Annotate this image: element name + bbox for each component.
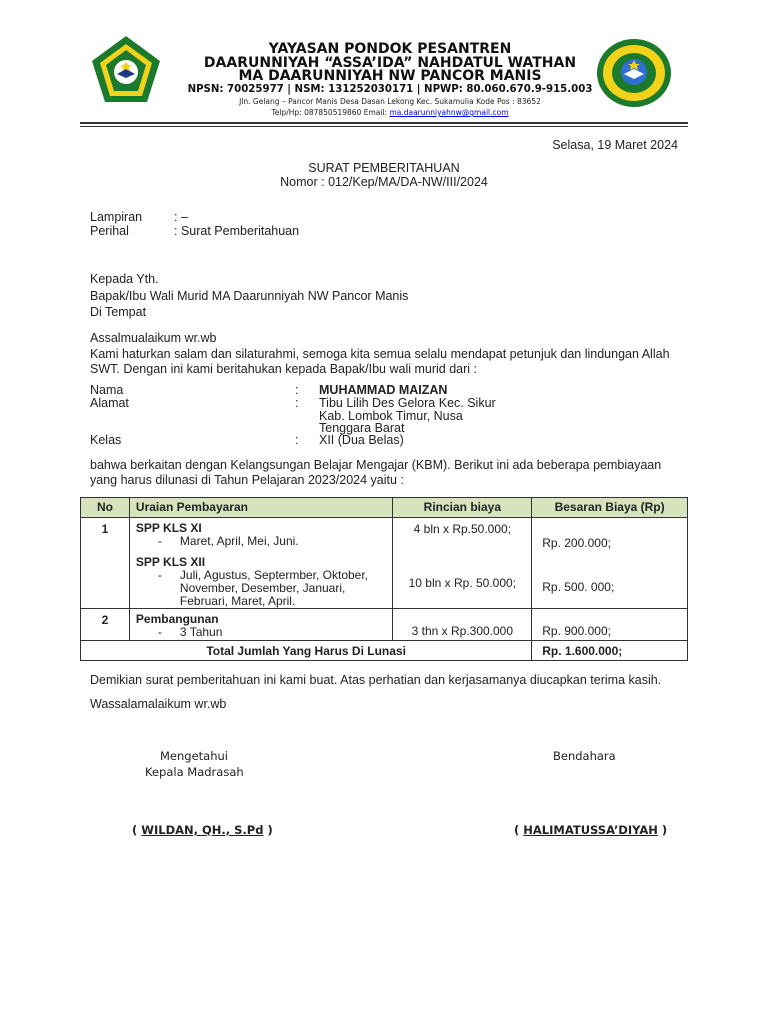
pembangunan-duration: 3 Tahun xyxy=(179,625,223,639)
letter-number: Nomor : 012/Kep/MA/DA-NW/III/2024 xyxy=(280,175,488,189)
farewell: Wassalamalaikum wr.wb xyxy=(90,697,227,711)
row1-rincian xyxy=(393,518,532,609)
spp-xii-besaran: Rp. 500. 000; xyxy=(542,580,615,594)
kelas-colon: : xyxy=(295,433,299,447)
table-total-row xyxy=(81,641,688,661)
headmaster-name: WILDAN, QH., S.Pd xyxy=(141,823,264,837)
dash: - xyxy=(157,625,162,639)
table-row xyxy=(81,518,688,609)
spp-xii-months-3: Februari, Maret, April. xyxy=(179,594,296,608)
sign-left-title-2: Kepala Madrasah xyxy=(145,765,244,779)
row2-rincian: 3 thn x Rp.300.000 xyxy=(393,609,532,641)
nama-label: Nama xyxy=(90,383,124,397)
spp-xi-item xyxy=(136,535,387,548)
lampiran-label: Lampiran xyxy=(90,210,143,224)
spp-xi-rincian: 4 bln x Rp.50.000; xyxy=(413,522,512,536)
spp-xi-title: SPP KLS XI xyxy=(135,521,202,535)
school-name-full: DAARUNNIYAH “ASSA’IDA” NAHDATUL WATHAN xyxy=(203,55,577,71)
col-header-besaran: Besaran Biaya (Rp) xyxy=(532,498,688,518)
treasurer-name: HALIMATUSSA’DIYAH xyxy=(523,823,658,837)
row1-besaran xyxy=(532,518,688,609)
alamat-colon: : xyxy=(295,396,299,410)
spp-xi-months: Maret, April, Mei, Juni. xyxy=(179,534,299,548)
alamat-value-2: Kab. Lombok Timur, Nusa xyxy=(319,409,463,423)
header-divider-thick xyxy=(80,122,688,124)
intro-line-2: SWT. Dengan ini kami beritahukan kepada Bapak/Ibu wali murid dari : xyxy=(90,362,478,376)
dash: - xyxy=(157,534,162,548)
total-label: Total Jumlah Yang Harus Di Lunasi xyxy=(81,641,532,661)
lampiran-value: : – xyxy=(174,210,188,224)
email-link[interactable]: ma.daarunniyahnw@gmail.com xyxy=(389,108,509,117)
row2-uraian xyxy=(129,609,393,641)
row2-besaran: Rp. 900.000; xyxy=(532,609,688,641)
row1-uraian xyxy=(129,518,393,609)
col-header-uraian: Uraian Pembayaran xyxy=(129,498,393,518)
closing-line: Demikian surat pemberitahuan ini kami buat. Atas perhatian dan kerjasamanya diucapkan terima kasih. xyxy=(90,673,662,687)
pembangunan-title: Pembangunan xyxy=(135,612,219,626)
spp-xii-months-1: Juli, Agustus, Septermber, Oktober, xyxy=(179,568,369,582)
kelas-value: XII (Dua Belas) xyxy=(319,433,404,447)
school-address: Jln. Gelang – Pancor Manis Desa Dasan Lekong Kec. Sukamulia Kode Pos : 83652 xyxy=(239,97,541,106)
pembangunan-item xyxy=(136,626,387,639)
row2-no: 2 xyxy=(81,609,130,641)
spp-xii-months-2: November, Desember, Januari, xyxy=(179,581,346,595)
intro-line-1: Kami haturkan salam dan silaturahmi, semoga kita semua selalu mendapat petunjuk dan lindungan Allah xyxy=(90,347,670,361)
greeting: Assalmualaikum wr.wb xyxy=(90,331,217,345)
spp-xii-item xyxy=(136,569,387,608)
alamat-value-3: Tenggara Barat xyxy=(319,421,405,435)
sign-left-name xyxy=(132,823,273,837)
sign-right-name xyxy=(514,823,667,837)
spp-xii-rincian: 10 bln x Rp. 50.000; xyxy=(408,576,517,590)
body-line-2: yang harus dilunasi di Tahun Pelajaran 2023/2024 yaitu : xyxy=(90,473,404,487)
header-divider-thin xyxy=(80,126,688,127)
col-header-no: No xyxy=(81,498,130,518)
dash: - xyxy=(157,568,162,582)
body-line-1: bahwa berkaitan dengan Kelangsungan Belajar Mengajar (KBM). Berikut ini ada beberapa pembiayaan xyxy=(90,458,662,472)
contact-text: Telp/Hp: 087850519860 Email: xyxy=(271,108,390,117)
letter-date: Selasa, 19 Maret 2024 xyxy=(552,138,678,152)
perihal-label: Perihal xyxy=(90,224,129,238)
sign-right-title: Bendahara xyxy=(553,749,616,763)
school-contact xyxy=(170,108,610,117)
yayasan-logo-left xyxy=(90,34,162,106)
letter-title: SURAT PEMBERITAHUAN xyxy=(308,161,460,175)
sign-left-title-1: Mengetahui xyxy=(160,749,228,763)
paren-close: ) xyxy=(267,823,273,837)
alamat-label: Alamat xyxy=(90,396,129,410)
alamat-value-1: Tibu Lilih Des Gelora Kec. Sikur xyxy=(319,396,496,410)
paren-open: ( xyxy=(132,823,138,837)
foundation-name: YAYASAN PONDOK PESANTREN xyxy=(268,41,512,57)
perihal-value: : Surat Pemberitahuan xyxy=(174,224,300,238)
nama-value: MUHAMMAD MAIZAN xyxy=(319,383,448,397)
row1-no: 1 xyxy=(81,518,130,609)
registration-numbers: NPSN: 70025977 | NSM: 131252030171 | NPWP: 80.060.670.9-915.003 xyxy=(187,84,593,95)
total-value: Rp. 1.600.000; xyxy=(532,641,688,661)
paren-close: ) xyxy=(661,823,668,837)
spp-xi-besaran: Rp. 200.000; xyxy=(542,536,611,550)
kelas-label: Kelas xyxy=(90,433,122,447)
payment-table xyxy=(80,497,688,661)
col-header-rincian: Rincian biaya xyxy=(393,498,532,518)
spp-xii-title: SPP KLS XII xyxy=(135,555,206,569)
recipient-line-1: Kepada Yth. xyxy=(90,272,159,286)
paren-open: ( xyxy=(514,823,520,837)
recipient-line-2: Bapak/Ibu Wali Murid MA Daarunniyah NW Pancor Manis xyxy=(90,289,409,303)
school-name: MA DAARUNNIYAH NW PANCOR MANIS xyxy=(238,68,542,84)
table-row xyxy=(81,609,688,641)
recipient-line-3: Di Tempat xyxy=(90,305,147,319)
nama-colon: : xyxy=(295,383,299,397)
table-header-row xyxy=(81,498,688,518)
